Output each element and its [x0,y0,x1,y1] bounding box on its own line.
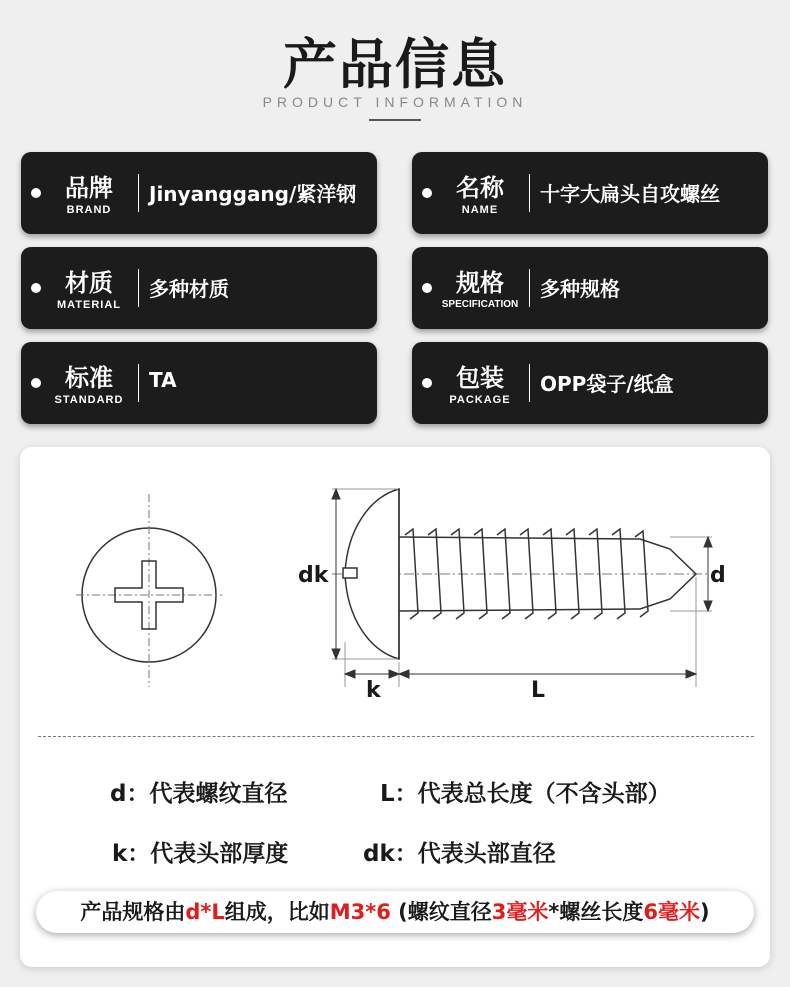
card-value: 十字大扁头自攻螺丝 [540,182,720,206]
card-label-cn: 品牌 [65,174,113,202]
legend-k: k：代表头部厚度 [112,841,289,867]
spec-banner [36,891,754,933]
screw-side-view-icon [332,489,710,659]
card-value: Jinyanggang/紧洋钢 [149,182,357,206]
dimension-panel [20,447,770,967]
card-divider [138,269,139,307]
card-divider [529,174,530,212]
k-label: k [366,678,381,703]
card-label-en: NAME [461,204,499,216]
card-value: 多种规格 [540,277,620,301]
card-label-en: BRAND [66,204,112,216]
dk-label: dk [298,563,329,588]
bullet-icon [31,378,41,388]
card-divider [529,364,530,402]
bullet-icon [31,283,41,293]
card-label-en: STANDARD [54,394,124,406]
card-label-cn: 标准 [65,364,113,392]
card-value: 多种材质 [149,277,229,301]
card-divider [138,174,139,212]
banner-text: 产品规格由 [80,900,186,924]
name-card [412,152,768,234]
bullet-icon [422,188,432,198]
page-title: 产品信息 [283,33,507,96]
banner-text: (螺纹直径 [390,900,492,924]
card-label-en: SPECIFICATION [441,299,519,310]
bullet-icon [422,283,432,293]
package-card [412,342,768,424]
card-divider [529,269,530,307]
card-divider [138,364,139,402]
banner-highlight: 6毫米 [643,900,701,924]
banner-text: *螺丝长度 [548,900,644,924]
title-underline [369,119,421,121]
card-value: TA [149,368,177,392]
card-label-cn: 包装 [456,364,504,392]
legend-d: d：代表螺纹直径 [110,781,288,807]
page-subtitle: PRODUCT INFORMATION [262,94,528,110]
legend-dk: dk：代表头部直径 [363,841,556,867]
brand-card [21,152,377,234]
banner-text: ) [700,900,710,924]
legend-L: L：代表总长度（不含头部） [380,781,671,807]
standard-card [21,342,377,424]
screw-top-view-icon [76,494,222,687]
banner-highlight: 3毫米 [491,900,549,924]
screw-diagram [20,447,770,737]
material-card [21,247,377,329]
banner-text: 组成，比如 [224,900,330,924]
card-label-cn: 材质 [65,269,113,297]
specification-card [412,247,768,329]
banner-highlight: d*L [185,900,225,924]
d-label: d [710,563,726,588]
dashed-divider [38,736,754,737]
card-value: OPP袋子/纸盒 [540,372,674,396]
L-label: L [531,678,546,703]
bullet-icon [422,378,432,388]
bullet-icon [31,188,41,198]
card-label-cn: 规格 [456,269,504,297]
banner-highlight: M3*6 [329,900,391,924]
card-label-en: PACKAGE [449,394,511,406]
card-label-en: MATERIAL [56,299,121,311]
card-label-cn: 名称 [456,174,504,202]
